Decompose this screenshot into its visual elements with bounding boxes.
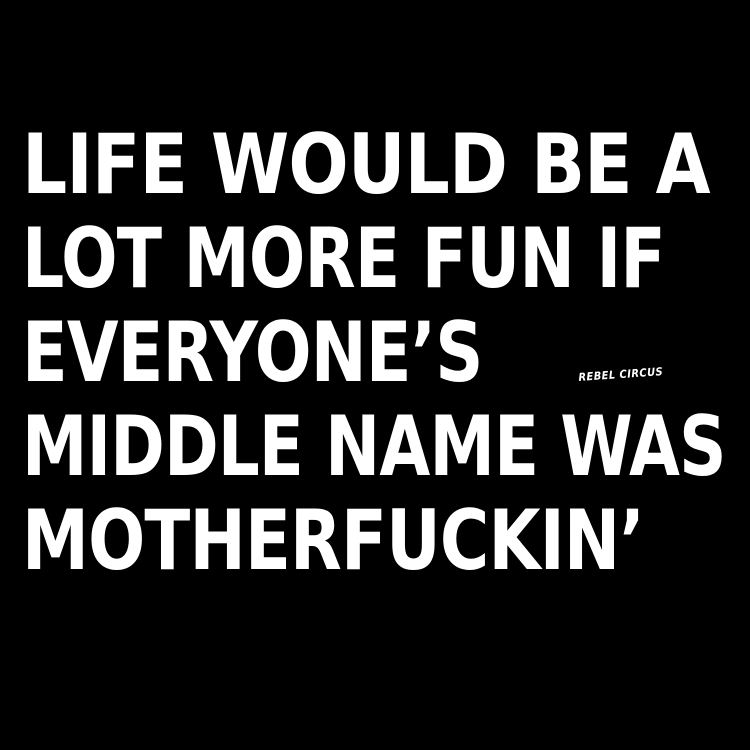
quote-line-1: LIFE WOULD BE A bbox=[22, 116, 710, 213]
quote-text bbox=[22, 118, 750, 588]
rebel-circus-watermark: REBEL CIRCUS bbox=[578, 365, 664, 384]
quote-line-5: MOTHERFUCKIN’ bbox=[22, 492, 645, 589]
quote-line-2: LOT MORE FUN IF bbox=[22, 210, 665, 307]
quote-line-3: EVERYONE’S bbox=[22, 304, 483, 401]
quote-line-4: MIDDLE NAME WAS bbox=[22, 398, 726, 495]
